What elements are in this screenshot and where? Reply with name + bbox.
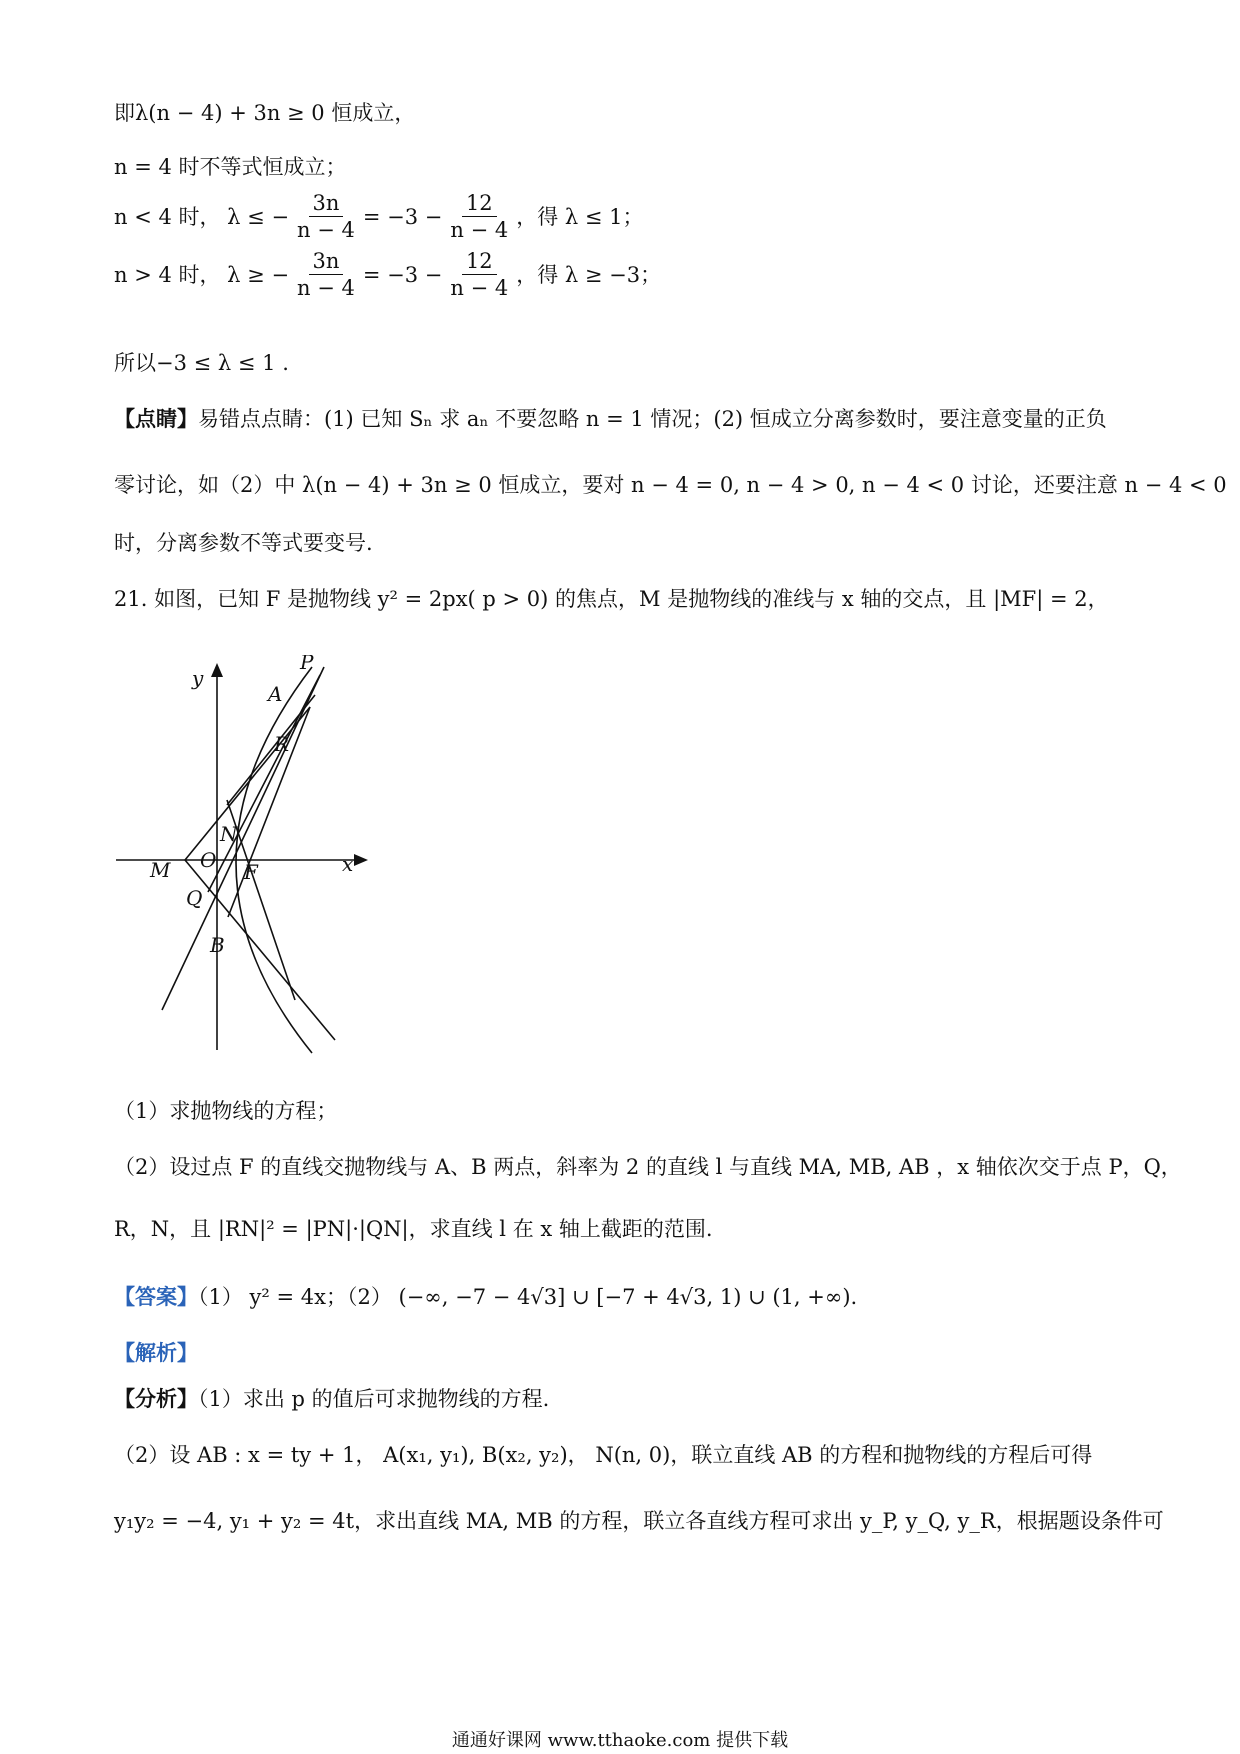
text-line: 所以−3 ≤ λ ≤ 1 . bbox=[114, 351, 289, 375]
text-line: （2）设 AB : x = ty + 1， A(x₁, y₁), B(x₂, y₂)， N(n, 0)，联立直线 AB 的方程和抛物线的方程后可得 bbox=[114, 1443, 1093, 1467]
subquestion-2: （2）设过点 F 的直线交抛物线与 A、B 两点，斜率为 2 的直线 l 与直线 MA, MB, AB ，x 轴依次交于点 P，Q， bbox=[114, 1155, 1182, 1179]
denominator: n − 4 bbox=[297, 276, 355, 300]
formula-text: ，得 λ ≥ −3； bbox=[516, 262, 662, 287]
label-R: R bbox=[274, 732, 290, 756]
tip-label: 【点睛】 bbox=[114, 406, 198, 431]
numerator: 12 bbox=[462, 190, 497, 217]
line-MB bbox=[185, 860, 335, 1040]
label-F: F bbox=[244, 860, 258, 884]
answer-line bbox=[114, 1282, 857, 1312]
formula-text: n > 4 时， λ ≥ − bbox=[114, 262, 290, 287]
numerator: 3n bbox=[309, 190, 344, 217]
label-Q: Q bbox=[186, 886, 203, 910]
question-21: 21. 如图，已知 F 是抛物线 y² = 2px( p > 0) 的焦点，M 是抛物线的准线与 x 轴的交点，且 |MF| = 2， bbox=[114, 587, 1109, 611]
footer: 通通好课网 www.tthaoke.com 提供下载 bbox=[451, 1730, 789, 1751]
denominator: n − 4 bbox=[450, 218, 509, 242]
text-line: y₁y₂ = −4, y₁ + y₂ = 4t，求出直线 MA, MB 的方程，联立各直线方程可求出 y_P, y_Q, y_R，根据题设条件可 bbox=[114, 1509, 1164, 1533]
fraction bbox=[293, 248, 359, 301]
label-P: P bbox=[300, 655, 314, 674]
text-line: R，N，且 |RN|² = |PN|·|QN|，求直线 l 在 x 轴上截距的范围. bbox=[114, 1217, 713, 1241]
analysis-line bbox=[114, 1384, 549, 1414]
numerator: 12 bbox=[462, 248, 497, 275]
formula-line bbox=[114, 190, 644, 243]
text-line: 即λ(n − 4) + 3n ≥ 0 恒成立， bbox=[114, 101, 416, 125]
fraction bbox=[446, 190, 512, 243]
formula-text: = −3 − bbox=[362, 262, 443, 287]
denominator: n − 4 bbox=[297, 218, 355, 242]
y-axis-arrow bbox=[211, 663, 223, 677]
label-O: O bbox=[200, 848, 217, 872]
line-AB bbox=[228, 707, 310, 917]
formula-text: = −3 − bbox=[362, 204, 443, 229]
analysis-label: 【解析】 bbox=[114, 1340, 198, 1365]
label-N: N bbox=[220, 822, 238, 846]
answer-label: 【答案】 bbox=[114, 1284, 198, 1309]
label-A: A bbox=[268, 682, 283, 706]
label-y: y bbox=[192, 666, 204, 690]
tip-text: 易错点点睛：(1) 已知 Sₙ 求 aₙ 不要忽略 n = 1 情况；(2) 恒成立分离参数时，要注意变量的正负 bbox=[198, 407, 1107, 431]
label-B: B bbox=[210, 933, 225, 957]
tip-line bbox=[114, 404, 1107, 434]
formula-line bbox=[114, 248, 661, 301]
formula-text: n < 4 时， λ ≤ − bbox=[114, 204, 290, 229]
fraction bbox=[446, 248, 512, 301]
fraction bbox=[293, 190, 359, 243]
subquestion-1: （1）求抛物线的方程； bbox=[114, 1099, 338, 1123]
analysis-text: （1）求出 p 的值后可求抛物线的方程. bbox=[198, 1387, 550, 1411]
text-line: n = 4 时不等式恒成立； bbox=[114, 155, 347, 179]
answer-text: （1） y² = 4x；（2） (−∞, −7 − 4√3] ∪ [−7 + 4√3, 1) ∪ (1, +∞). bbox=[198, 1285, 858, 1309]
label-M: M bbox=[150, 858, 171, 882]
analysis-heading bbox=[114, 1338, 198, 1368]
text-line: 时，分离参数不等式要变号. bbox=[114, 531, 373, 555]
parabola-figure bbox=[110, 655, 400, 1060]
text-line: 零讨论，如（2）中 λ(n − 4) + 3n ≥ 0 恒成立，要对 n − 4 = 0, n − 4 > 0, n − 4 < 0 讨论，还要注意 n − 4 < 0 bbox=[114, 473, 1227, 497]
analysis-label: 【分析】 bbox=[114, 1386, 198, 1411]
numerator: 3n bbox=[309, 248, 344, 275]
x-axis-arrow bbox=[354, 854, 368, 866]
denominator: n − 4 bbox=[450, 276, 509, 300]
label-x: x bbox=[342, 852, 354, 876]
formula-text: ，得 λ ≤ 1； bbox=[516, 204, 644, 229]
